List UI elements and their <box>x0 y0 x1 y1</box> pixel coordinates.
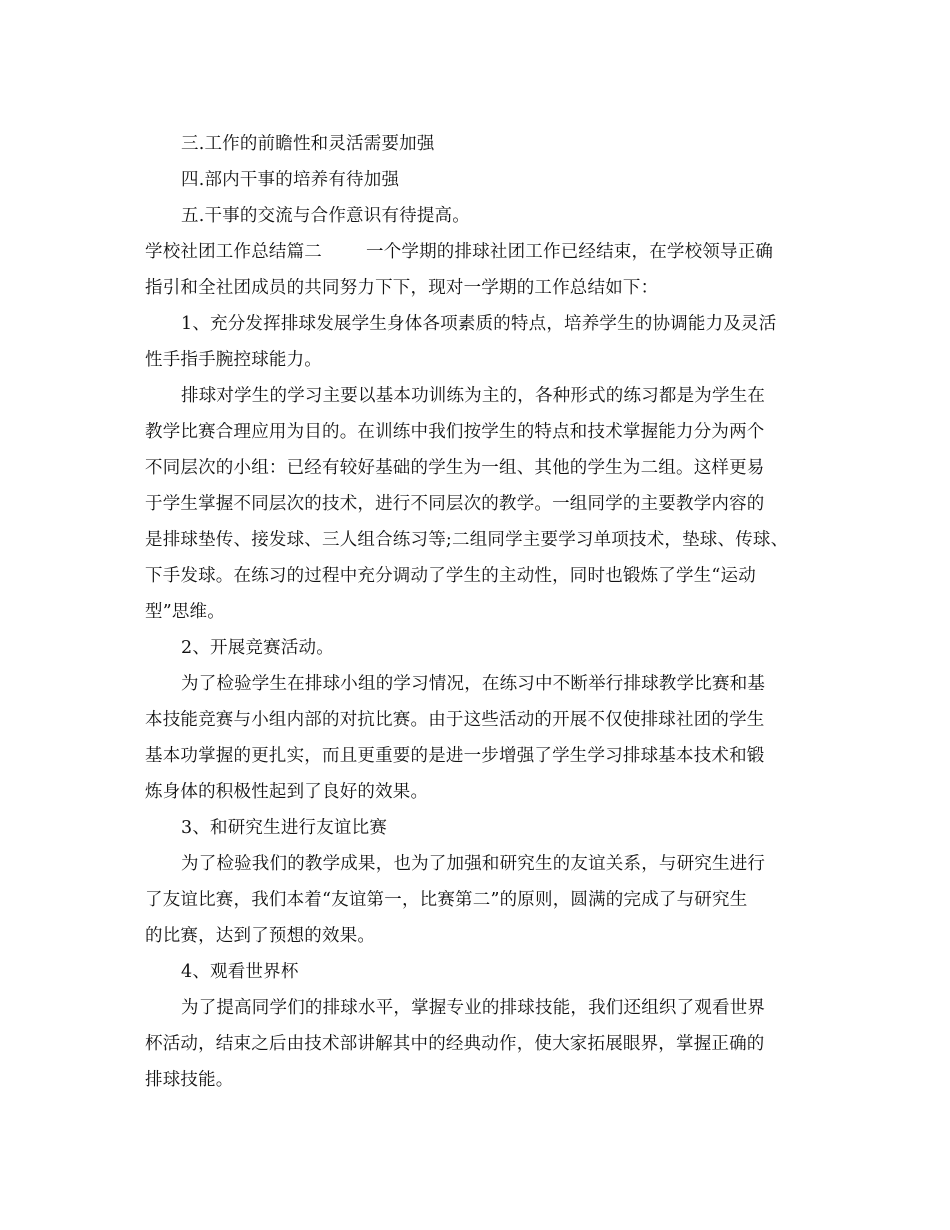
text-line: 是排球垫传、接发球、三人组合练习等;二组同学主要学习单项技术，垫球、传球、 <box>145 530 789 550</box>
section-title: 学校社团工作总结篇二 <box>145 242 322 262</box>
text-line: 一个学期的排球社团工作已经结束，在学校领导正确 <box>366 242 774 262</box>
section-line <box>145 240 773 264</box>
text-line: 杯活动，结束之后由技术部讲解其中的经典动作，使大家拓展眼界，掌握正确的 <box>145 1034 765 1054</box>
text-line: 炼身体的积极性起到了良好的效果。 <box>145 782 429 802</box>
text-line: 3、和研究生进行友谊比赛 <box>181 818 388 838</box>
text-line: 指引和全社团成员的共同努力下下，现对一学期的工作总结如下： <box>145 278 659 298</box>
text-line: 五.干事的交流与合作意识有待提高。 <box>181 206 470 226</box>
text-line: 教学比赛合理应用为目的。在训练中我们按学生的特点和技术掌握能力分为两个 <box>145 422 765 442</box>
text-line: 型”思维。 <box>145 602 225 622</box>
text-line: 四.部内干事的培养有待加强 <box>181 170 400 190</box>
text-line: 2、开展竞赛活动。 <box>181 638 334 658</box>
text-line: 性手指手腕控球能力。 <box>145 350 322 370</box>
text-line: 为了检验我们的教学成果，也为了加强和研究生的友谊关系，与研究生进行 <box>181 854 766 874</box>
text-line: 1、充分发挥排球发展学生身体各项素质的特点，培养学生的协调能力及灵活 <box>181 314 777 334</box>
text-line: 排球技能。 <box>145 1070 234 1090</box>
text-line: 为了提高同学们的排球水平，掌握专业的排球技能，我们还组织了观看世界 <box>181 998 766 1018</box>
text-line: 的比赛，达到了预想的效果。 <box>145 926 376 946</box>
text-line: 排球对学生的学习主要以基本功训练为主的，各种形式的练习都是为学生在 <box>181 386 766 406</box>
text-line: 了友谊比赛，我们本着“友谊第一，比赛第二”的原则，圆满的完成了与研究生 <box>145 890 748 910</box>
text-line: 下手发球。在练习的过程中充分调动了学生的主动性，同时也锻炼了学生“运动 <box>145 566 756 586</box>
text-line: 4、观看世界杯 <box>181 962 299 982</box>
text-line: 本技能竞赛与小组内部的对抗比赛。由于这些活动的开展不仅使排球社团的学生 <box>145 710 765 730</box>
text-line: 基本功掌握的更扎实，而且更重要的是进一步增强了学生学习排球基本技术和锻 <box>145 746 765 766</box>
text-line: 不同层次的小组：已经有较好基础的学生为一组、其他的学生为二组。这样更易 <box>145 458 765 478</box>
text-line: 于学生掌握不同层次的技术，进行不同层次的教学。一组同学的主要教学内容的 <box>145 494 765 514</box>
text-line: 为了检验学生在排球小组的学习情况，在练习中不断举行排球教学比赛和基 <box>181 674 766 694</box>
text-line: 三.工作的前瞻性和灵活需要加强 <box>181 134 435 154</box>
